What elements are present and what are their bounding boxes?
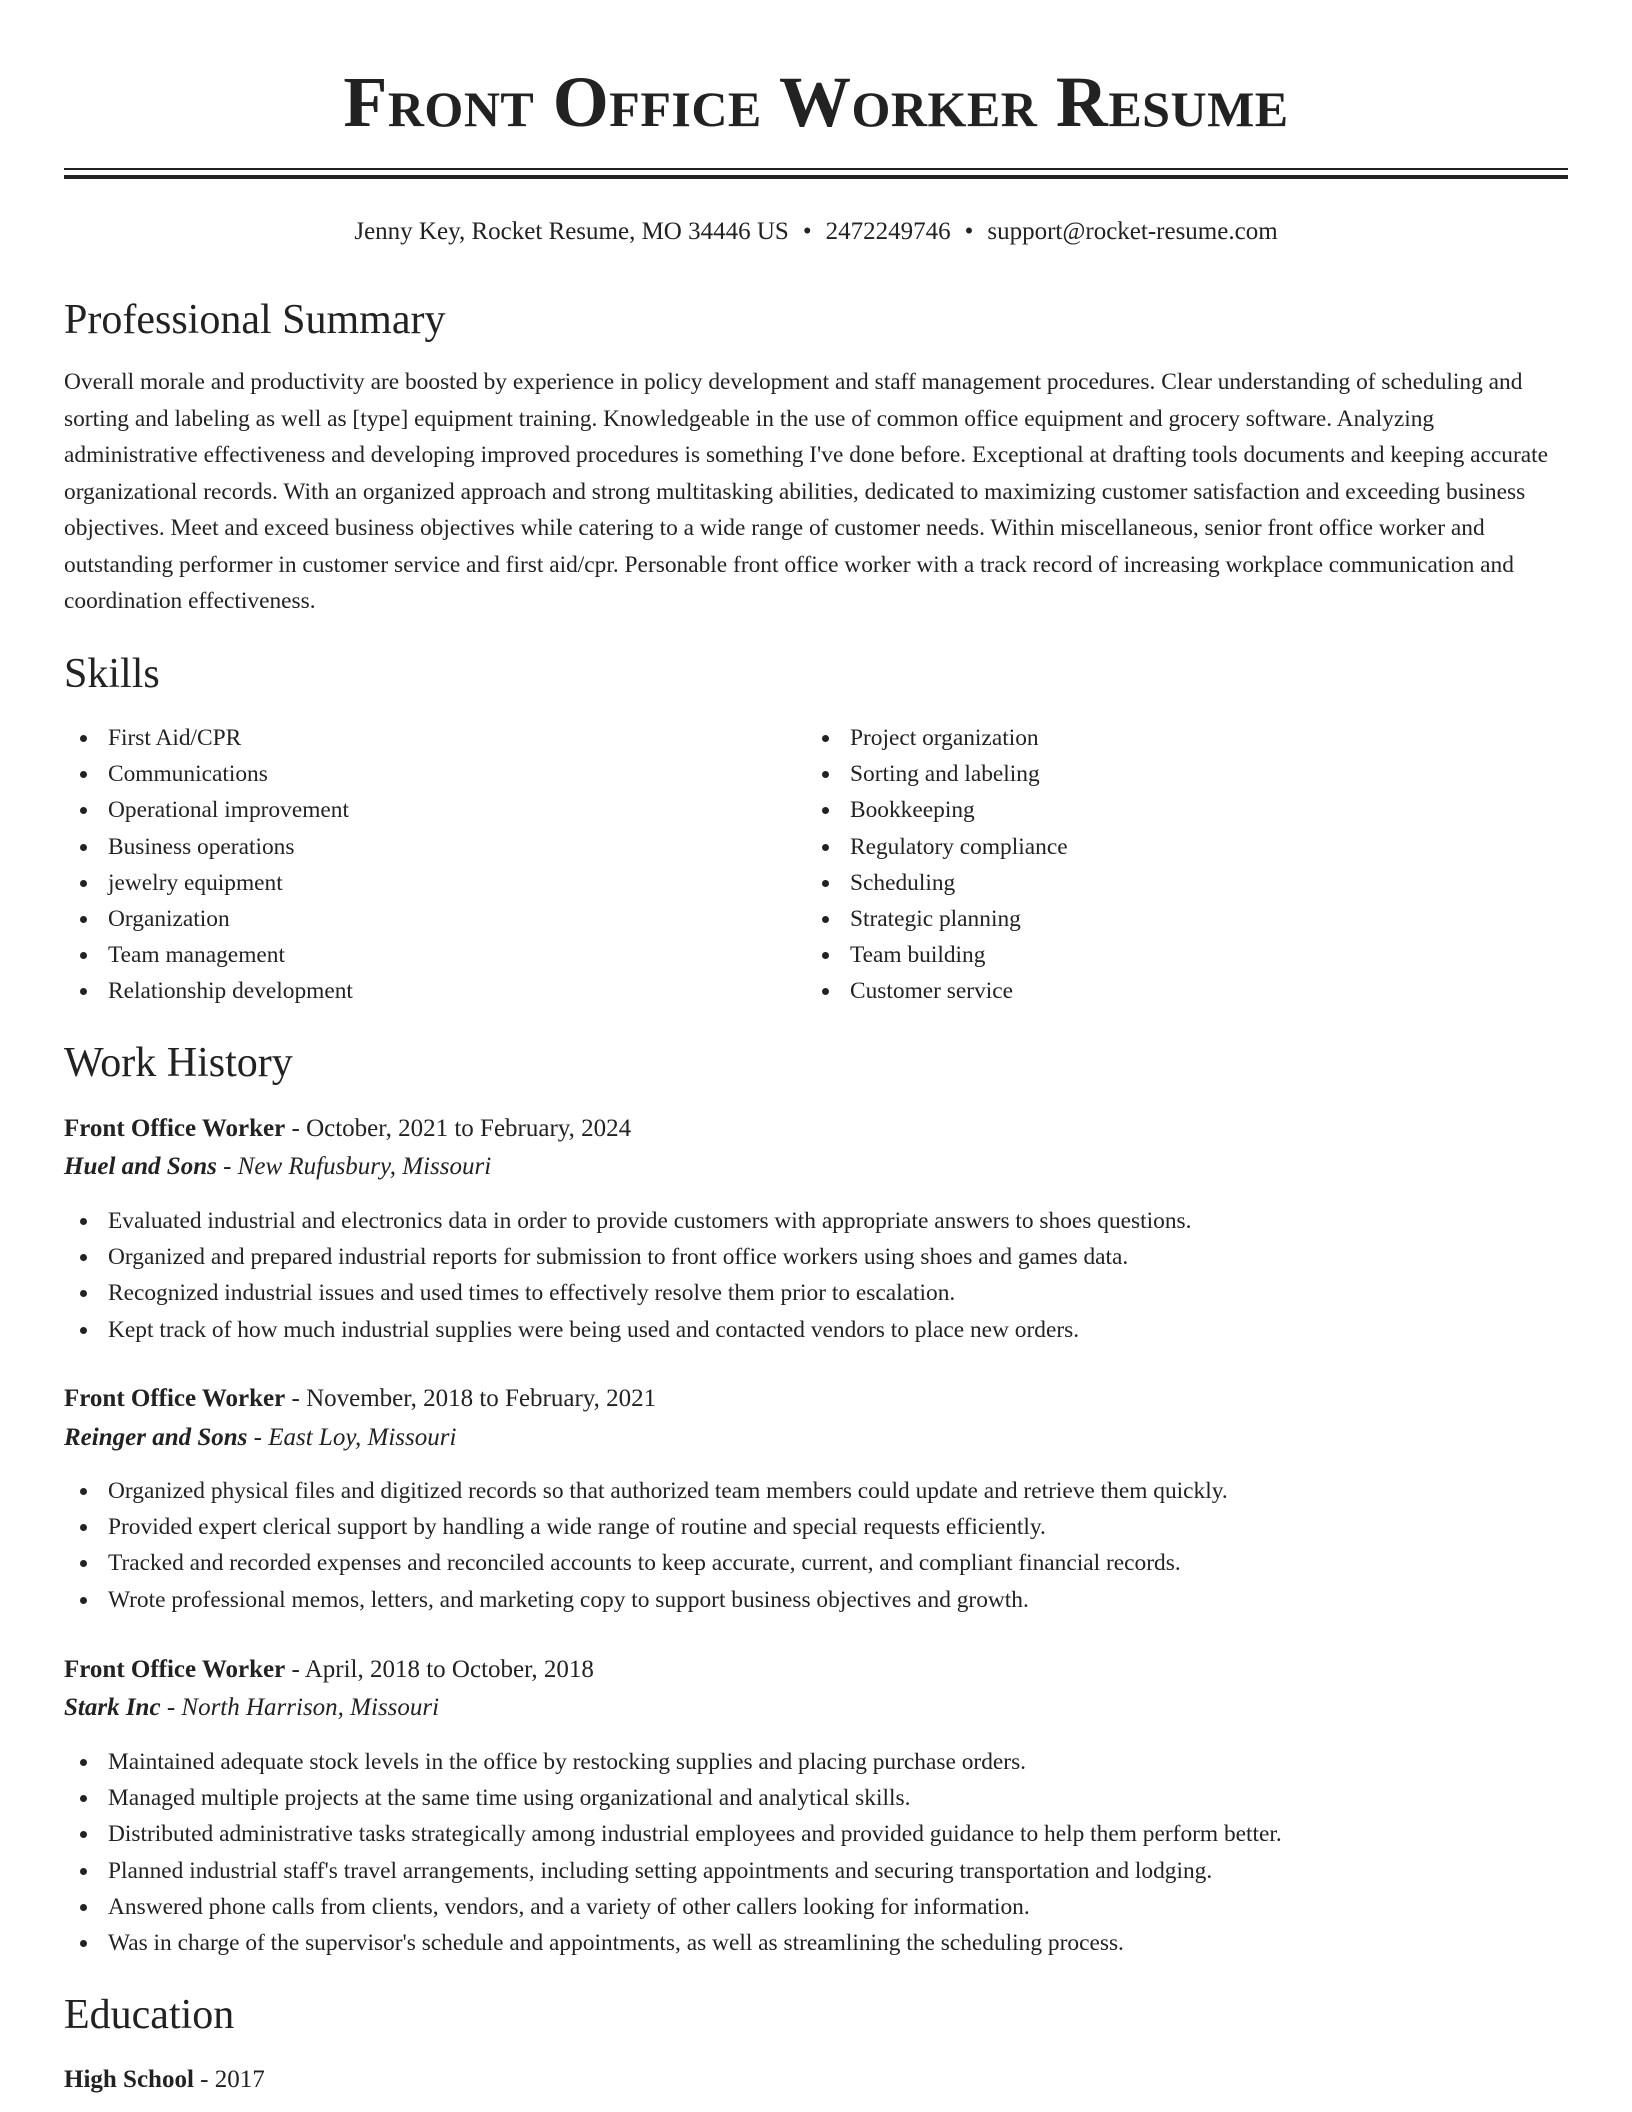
job-title-line — [64, 1111, 631, 1147]
skill-item: Customer service — [806, 973, 1068, 1009]
skill-item: Scheduling — [806, 865, 1068, 901]
skill-item: Sorting and labeling — [806, 756, 1068, 792]
job-dates: - October, 2021 to February, 2024 — [285, 1115, 632, 1142]
skill-item: First Aid/CPR — [64, 720, 353, 756]
skill-item: jewelry equipment — [64, 865, 353, 901]
skill-item: Organization — [64, 901, 353, 937]
skill-item: Team building — [806, 937, 1068, 973]
education-heading: Education — [64, 1992, 235, 2038]
contact-email: support@rocket-resume.com — [987, 218, 1278, 245]
job-company: Huel and Sons — [64, 1153, 217, 1180]
job-duty: Distributed administrative tasks strategically among industrial employees and provided guidance to help them perform better. — [64, 1816, 1282, 1852]
skill-item: Strategic planning — [806, 901, 1068, 937]
job-duty: Evaluated industrial and electronics data in order to provide customers with appropriate answers to shoes questions. — [64, 1203, 1191, 1239]
resume-page — [64, 0, 1568, 2093]
work-history-heading: Work History — [64, 1040, 293, 1086]
job-duties-list — [64, 1203, 1191, 1348]
job-duty: Was in charge of the supervisor's schedule and appointments, as well as streamlining the scheduling process. — [64, 1925, 1282, 1961]
title-divider-thin — [64, 168, 1568, 170]
skill-item: Communications — [64, 756, 353, 792]
summary-heading: Professional Summary — [64, 297, 446, 343]
education-degree: High School — [64, 2066, 194, 2093]
job-duty: Planned industrial staff's travel arrangements, including setting appointments and securing transportation and lodging. — [64, 1853, 1282, 1889]
job-duty: Wrote professional memos, letters, and marketing copy to support business objectives and growth. — [64, 1582, 1228, 1618]
contact-line — [64, 214, 1568, 250]
job-company: Reinger and Sons — [64, 1424, 248, 1451]
job-duty: Managed multiple projects at the same time using organizational and analytical skills. — [64, 1780, 1282, 1816]
job-dates: - April, 2018 to October, 2018 — [285, 1656, 594, 1683]
contact-address: Jenny Key, Rocket Resume, MO 34446 US — [354, 218, 789, 245]
job-title: Front Office Worker — [64, 1385, 286, 1412]
skill-item: Regulatory compliance — [806, 829, 1068, 865]
contact-separator: • — [964, 218, 974, 245]
job-duty: Recognized industrial issues and used times to effectively resolve them prior to escalation. — [64, 1275, 1191, 1311]
skills-list-right — [806, 720, 1068, 1010]
job-duties-list — [64, 1744, 1282, 1961]
job-duty: Organized and prepared industrial reports for submission to front office workers using shoes and games data. — [64, 1239, 1191, 1275]
job-location: - East Loy, Missouri — [247, 1424, 457, 1451]
job-company-line — [64, 1690, 439, 1726]
skill-item: Project organization — [806, 720, 1068, 756]
skills-list-left — [64, 720, 353, 1010]
job-title-line — [64, 1652, 594, 1688]
contact-phone: 2472249746 — [825, 218, 951, 245]
job-duty: Organized physical files and digitized records so that authorized team members could update and retrieve them quickly. — [64, 1473, 1228, 1509]
education-year: - 2017 — [193, 2066, 265, 2093]
skill-item: Relationship development — [64, 973, 353, 1009]
education-line — [64, 2062, 265, 2098]
job-company-line — [64, 1420, 456, 1456]
job-dates: - November, 2018 to February, 2021 — [285, 1385, 657, 1412]
job-location: - North Harrison, Missouri — [160, 1694, 440, 1721]
title-divider-thick — [64, 175, 1568, 179]
resume-title: Front Office Worker Resume — [343, 62, 1289, 142]
job-company: Stark Inc — [64, 1694, 161, 1721]
skill-item: Business operations — [64, 829, 353, 865]
job-location: - New Rufusbury, Missouri — [216, 1153, 492, 1180]
job-duty: Tracked and recorded expenses and reconciled accounts to keep accurate, current, and compliant financial records. — [64, 1545, 1228, 1581]
job-title: Front Office Worker — [64, 1656, 286, 1683]
job-duty: Kept track of how much industrial supplies were being used and contacted vendors to place new orders. — [64, 1312, 1191, 1348]
job-duty: Provided expert clerical support by handling a wide range of routine and special requests efficiently. — [64, 1509, 1228, 1545]
summary-text: Overall morale and productivity are boosted by experience in policy development and staff management procedures. Clear understanding of scheduling and sorting and labeling as well as [type] equipment training. Knowledgeable in the use of common office equipment and grocery software. Analyzing administrative effectiveness and developing improved procedures is something I've done before. Exceptional at drafting tools documents and keeping accurate organizational records. With an organized approach and strong multitasking abilities, dedicated to maximizing customer satisfaction and exceeding business objectives. Meet and exceed business objectives while catering to a wide range of customer needs. Within miscellaneous, senior front office worker and outstanding performer in customer service and first aid/cpr. Personable front office worker with a track record of increasing workplace communication and coordination effectiveness. — [64, 369, 1549, 614]
job-title-line — [64, 1381, 656, 1417]
contact-separator: • — [802, 218, 812, 245]
skill-item: Team management — [64, 937, 353, 973]
job-duty: Answered phone calls from clients, vendors, and a variety of other callers looking for information. — [64, 1889, 1282, 1925]
skills-heading: Skills — [64, 651, 160, 697]
job-duties-list — [64, 1473, 1228, 1618]
job-duty: Maintained adequate stock levels in the office by restocking supplies and placing purchase orders. — [64, 1744, 1282, 1780]
skill-item: Bookkeeping — [806, 792, 1068, 828]
skill-item: Operational improvement — [64, 792, 353, 828]
job-company-line — [64, 1149, 491, 1185]
job-title: Front Office Worker — [64, 1115, 286, 1142]
